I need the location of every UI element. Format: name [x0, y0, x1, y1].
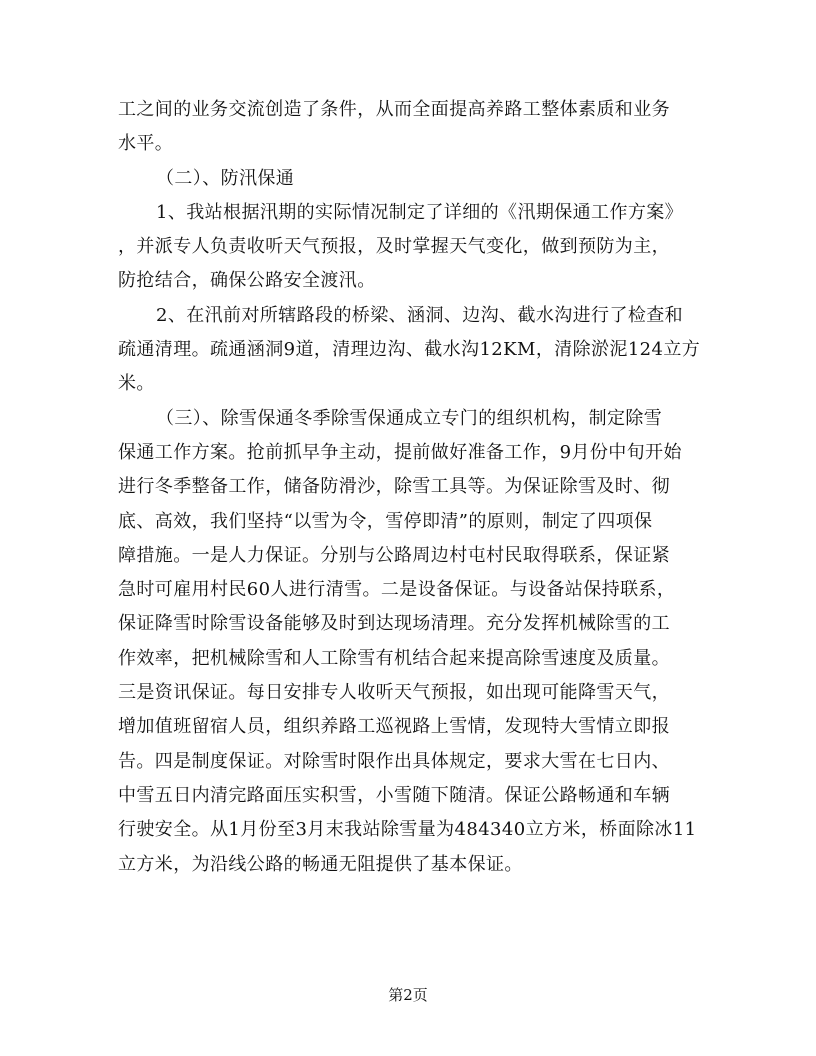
text-line: 底、高效，我们坚持“以雪为令，雪停即清”的原则，制定了四项保: [118, 510, 653, 532]
text-line: ，并派专人负责收听天气预报，及时掌握天气变化，做到预防为主，: [118, 236, 670, 258]
text-line: 告。四是制度保证。对除雪时限作出具体规定，要求大雪在七日内、: [118, 750, 670, 772]
text-line: 进行冬季整备工作，储备防滑沙，除雪工具等。为保证除雪及时、彻: [118, 476, 670, 498]
section-heading: （二）、防汛保通: [156, 167, 295, 189]
document-body: [118, 93, 701, 882]
text-line: 三是资讯保证。每日安排专人收听天气预报，如出现可能降雪天气，: [118, 682, 670, 704]
text-line: 2、在汛前对所辖路段的桥梁、涵洞、边沟、截水沟进行了检查和: [156, 304, 684, 326]
text-line: 1、我站根据汛期的实际情况制定了详细的《汛期保通工作方案》: [156, 201, 684, 223]
text-line: 行驶安全。从1月份至3月末我站除雪量为484340立方米，桥面除冰11: [118, 819, 697, 841]
text-line: 防抢结合，确保公路安全渡汛。: [118, 270, 376, 292]
text-line: 立方米，为沿线公路的畅通无阻提供了基本保证。: [118, 853, 523, 875]
text-line: 急时可雇用村民60人进行清雪。二是设备保证。与设备站保持联系，: [118, 579, 676, 601]
text-line: 工之间的业务交流创造了条件，从而全面提高养路工整体素质和业务: [118, 99, 670, 120]
text-line: 障措施。一是人力保证。分别与公路周边村屯村民取得联系，保证紧: [118, 544, 670, 566]
text-line: 中雪五日内清完路面压实积雪，小雪随下随清。保证公路畅通和车辆: [118, 784, 670, 806]
text-line: 疏通清理。疏通涵洞9道，清理边沟、截水沟12KM，清除淤泥124立方: [118, 339, 701, 361]
page-number: 第2页: [388, 986, 428, 1004]
text-line: 保通工作方案。抢前抓早争主动，提前做好准备工作，9月份中旬开始: [118, 441, 682, 463]
text-line: 米。: [118, 373, 155, 395]
text-line: 作效率，把机械除雪和人工除雪有机结合起来提高除雪速度及质量。: [118, 647, 670, 669]
text-line: 增加值班留宿人员，组织养路工巡视路上雪情，发现特大雪情立即报: [118, 716, 670, 738]
text-line: 保证降雪时除雪设备能够及时到达现场清理。充分发挥机械除雪的工: [118, 613, 670, 635]
text-line: （三）、除雪保通冬季除雪保通成立专门的组织机构，制定除雪: [156, 407, 663, 429]
text-line: 水平。: [118, 133, 174, 155]
